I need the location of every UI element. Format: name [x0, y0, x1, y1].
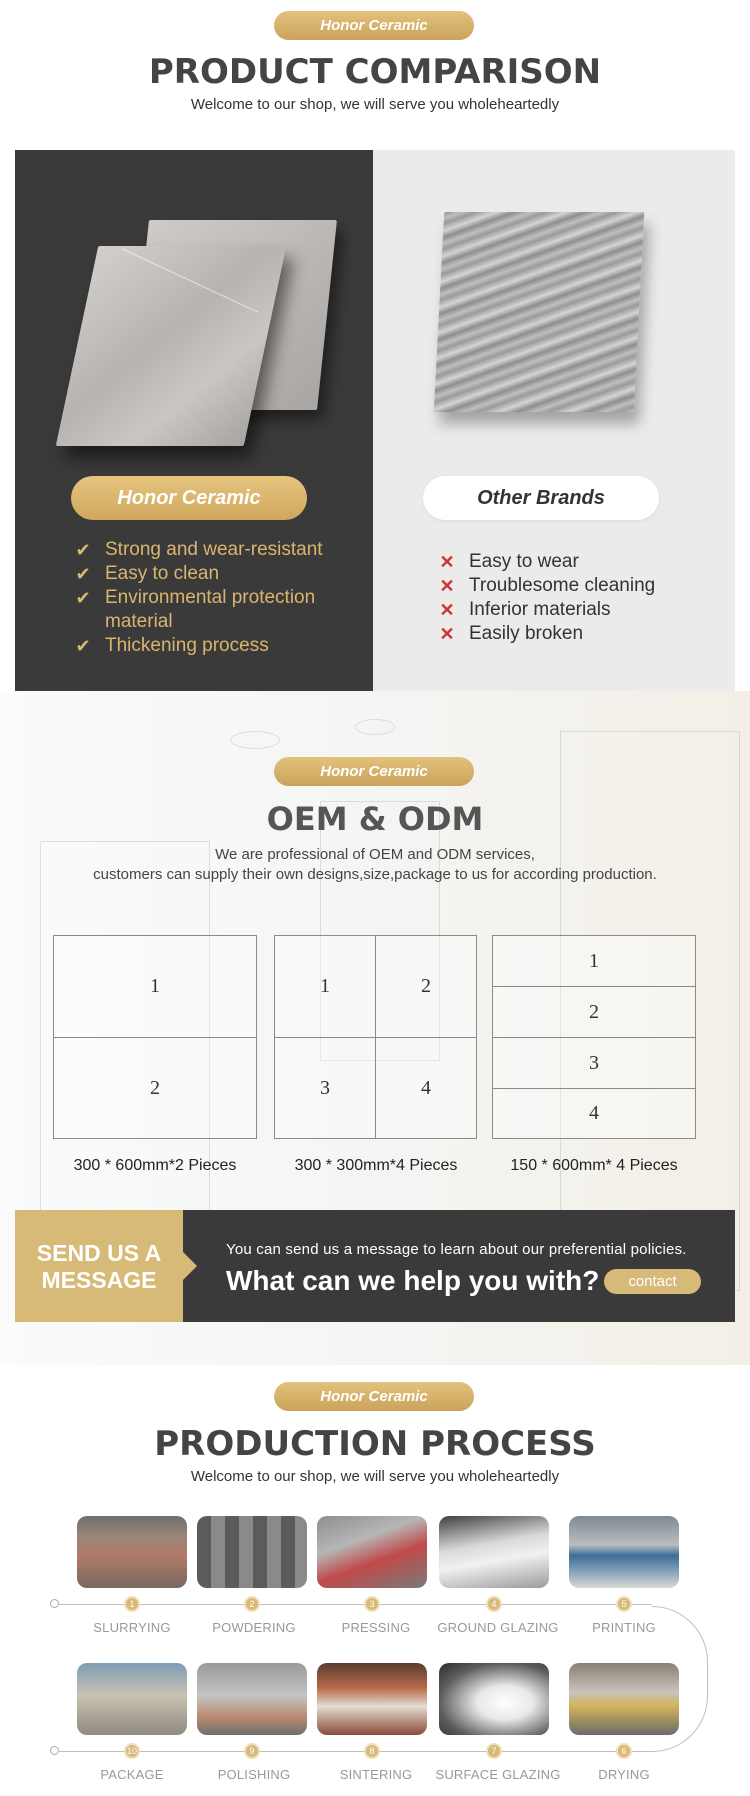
contact-button[interactable]: contact: [604, 1269, 701, 1294]
other-tile-image: [434, 212, 644, 412]
layout-cell: 4: [492, 1088, 696, 1139]
layout-cell: 3: [492, 1037, 696, 1089]
step-number: 1: [124, 1596, 140, 1612]
disadvantage-item: ✕ Easily broken: [437, 622, 655, 646]
message-banner: [183, 1210, 735, 1322]
process-subtitle: Welcome to our shop, we will serve you wholeheartedly: [190, 1468, 560, 1485]
cross-icon: ✕: [439, 600, 455, 620]
layout-cell: 2: [375, 935, 477, 1038]
layout-cell: 3: [274, 1037, 376, 1139]
layout-caption: 150 * 600mm* 4 Pieces: [510, 1157, 678, 1174]
advantage-item: ✔ Thickening process: [73, 634, 363, 658]
powdering-photo: [197, 1516, 307, 1588]
step-number: 10: [124, 1743, 140, 1759]
surface-glazing-photo: [439, 1663, 549, 1735]
polishing-photo: [197, 1663, 307, 1735]
check-icon: ✔: [75, 540, 91, 560]
advantage-item: ✔ Strong and wear-resistant: [73, 538, 363, 562]
oem-desc-line2: customers can supply their own designs,size,package to us for according production.: [93, 866, 657, 883]
layout-4-strips: [492, 935, 696, 1139]
step-number: 9: [244, 1743, 260, 1759]
step-number: 3: [364, 1596, 380, 1612]
check-icon: ✔: [75, 588, 91, 608]
other-brands-panel: [373, 150, 735, 691]
other-brand-badge: Other Brands: [423, 476, 659, 520]
process-title: PRODUCTION PROCESS: [154, 1424, 596, 1464]
drying-photo: [569, 1663, 679, 1735]
step-label: PRESSING: [341, 1620, 411, 1635]
layout-cell: 2: [53, 1037, 257, 1139]
other-disadvantages-list: [437, 550, 655, 646]
message-info: You can send us a message to learn about our preferential policies.: [226, 1241, 687, 1258]
layout-cell: 1: [53, 935, 257, 1038]
comparison-title: PRODUCT COMPARISON: [148, 52, 602, 92]
advantage-item: ✔ Environmental protection material: [73, 586, 363, 634]
step-label: PRINTING: [592, 1620, 656, 1635]
layout-cell: 2: [492, 986, 696, 1038]
slurrying-photo: [77, 1516, 187, 1588]
step-number: 8: [364, 1743, 380, 1759]
layout-caption: 300 * 600mm*2 Pieces: [73, 1157, 237, 1174]
step-label: SINTERING: [339, 1767, 413, 1782]
package-photo: [77, 1663, 187, 1735]
step-label: POWDERING: [212, 1620, 296, 1635]
message-headline: What can we help you with?: [226, 1265, 600, 1296]
pressing-photo: [317, 1516, 427, 1588]
ground-glazing-photo: [439, 1516, 549, 1588]
send-message-label: SEND US A MESSAGE: [15, 1210, 183, 1322]
step-label: GROUND GLAZING: [437, 1620, 559, 1635]
disadvantage-item: ✕ Easy to wear: [437, 550, 655, 574]
cross-icon: ✕: [439, 576, 455, 596]
layout-cell: 1: [492, 935, 696, 987]
cross-icon: ✕: [439, 624, 455, 644]
tile-image-front: [56, 246, 287, 446]
step-label: DRYING: [598, 1767, 650, 1782]
step-number: 6: [616, 1743, 632, 1759]
layout-caption: 300 * 300mm*4 Pieces: [294, 1157, 458, 1174]
sintering-photo: [317, 1663, 427, 1735]
cross-icon: ✕: [439, 552, 455, 572]
printing-photo: [569, 1516, 679, 1588]
brand-pill-top: Honor Ceramic: [274, 11, 474, 40]
brand-pill-oem: Honor Ceramic: [274, 757, 474, 786]
our-brand-badge: Honor Ceramic: [71, 476, 307, 520]
our-advantages-list: [73, 538, 363, 658]
step-label: SURFACE GLAZING: [435, 1767, 561, 1782]
step-number: 4: [486, 1596, 502, 1612]
step-number: 2: [244, 1596, 260, 1612]
layout-cell: 4: [375, 1037, 477, 1139]
advantage-item: ✔ Easy to clean: [73, 562, 363, 586]
check-icon: ✔: [75, 564, 91, 584]
comparison-subtitle: Welcome to our shop, we will serve you wholeheartedly: [190, 96, 560, 113]
layout-cell: 1: [274, 935, 376, 1038]
our-product-panel: [15, 150, 373, 691]
disadvantage-item: ✕ Inferior materials: [437, 598, 655, 622]
oem-desc-line1: We are professional of OEM and ODM services,: [215, 846, 535, 863]
layout-2-pieces: [53, 935, 257, 1139]
check-icon: ✔: [75, 636, 91, 656]
step-label: PACKAGE: [100, 1767, 164, 1782]
step-number: 5: [616, 1596, 632, 1612]
oem-title: OEM & ODM: [266, 800, 484, 838]
layout-4-squares: [274, 935, 477, 1139]
disadvantage-item: ✕ Troublesome cleaning: [437, 574, 655, 598]
arrow-right-icon: [183, 1252, 197, 1280]
step-label: POLISHING: [217, 1767, 291, 1782]
step-label: SLURRYING: [93, 1620, 171, 1635]
step-number: 7: [486, 1743, 502, 1759]
brand-pill-process: Honor Ceramic: [274, 1382, 474, 1411]
